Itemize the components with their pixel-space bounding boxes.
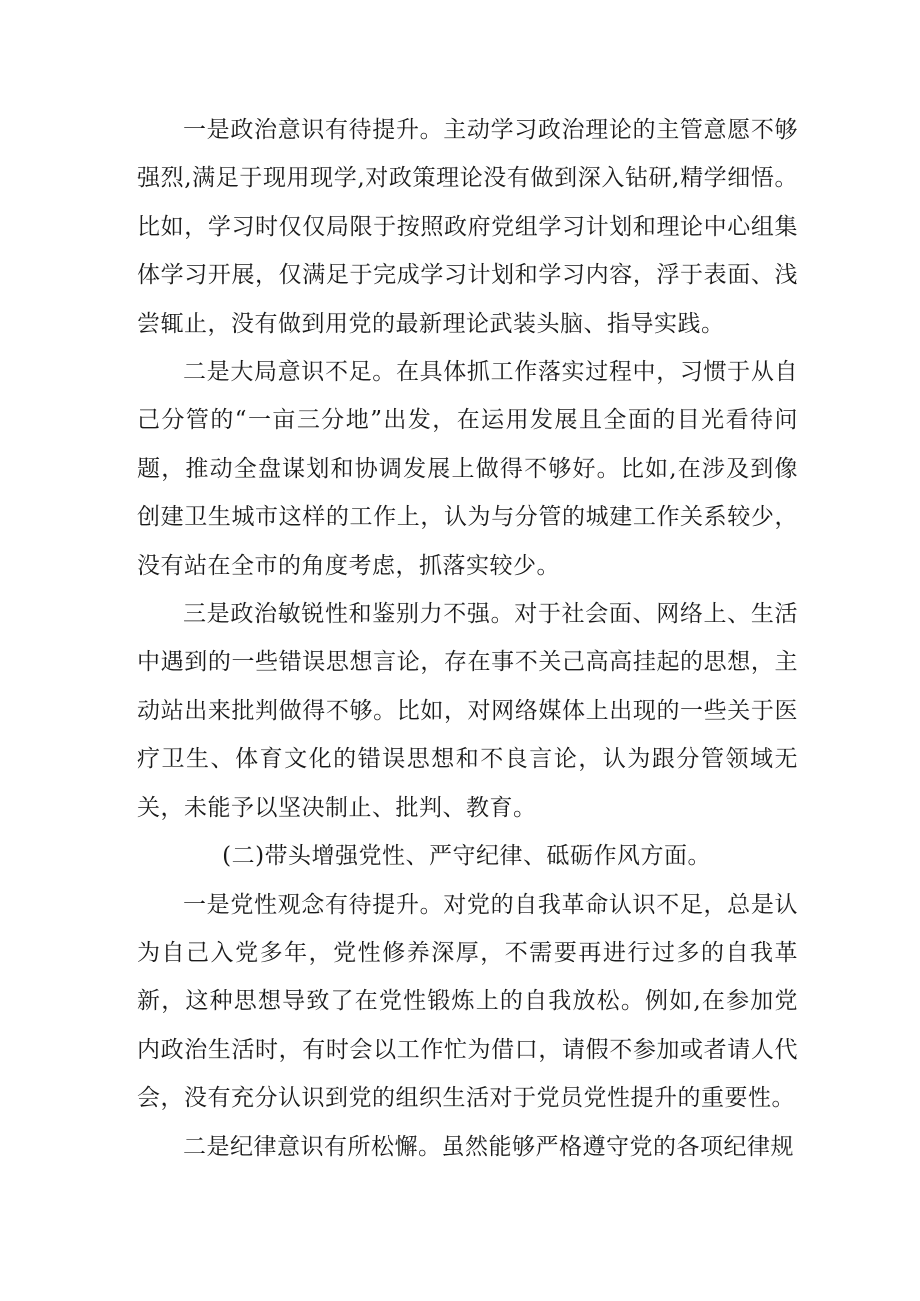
paragraph-overall-awareness: 二是大局意识不足。在具体抓工作落实过程中，习惯于从自己分管的“一亩三分地”出发，在运用发展且全面的目光看待问题，推动全盘谋划和协调发展上做得不够好。比如,在涉及到像创建卫生城市这样的工作上，认为与分管的城建工作关系较少，没有站在全市的角度考虑，抓落实较少。 (137, 359, 798, 579)
section-heading: (二)带头增强党性、严守纪律、砥砺作风方面。 (222, 843, 712, 870)
paragraph-political-sensitivity: 三是政治敏锐性和鉴别力不强。对于社会面、网络上、生活中遇到的一些错误思想言论，存在事不关己高高挂起的思想，主动站出来批判做得不够。比如，对网络媒体上出现的一些关于医疗卫生、体育文化的错误思想和不良言论，认为跟分管领域无关，未能予以坚决制止、批判、教育。 (137, 601, 798, 821)
paragraph-political-awareness: 一是政治意识有待提升。主动学习政治理论的主管意愿不够强烈,满足于现用现学,对政策理论没有做到深入钻研,精学细悟。比如，学习时仅仅局限于按照政府党组学习计划和理论中心组集体学习开展，仅满足于完成学习计划和学习内容，浮于表面、浅尝辄止，没有做到用党的最新理论武装头脑、指导实践。 (137, 117, 798, 337)
paragraph-party-spirit: 一是党性观念有待提升。对党的自我革命认识不足，总是认为自己入党多年，党性修养深厚，不需要再进行过多的自我革新，这种思想导致了在党性锻炼上的自我放松。例如,在参加党内政治生活时，有时会以工作忙为借口，请假不参加或者请人代会，没有充分认识到党的组织生活对于党员党性提升的重要性。 (137, 891, 798, 1112)
paragraph-discipline-awareness: 二是纪律意识有所松懈。虽然能够严格遵守党的各项纪律规 (183, 1133, 794, 1160)
